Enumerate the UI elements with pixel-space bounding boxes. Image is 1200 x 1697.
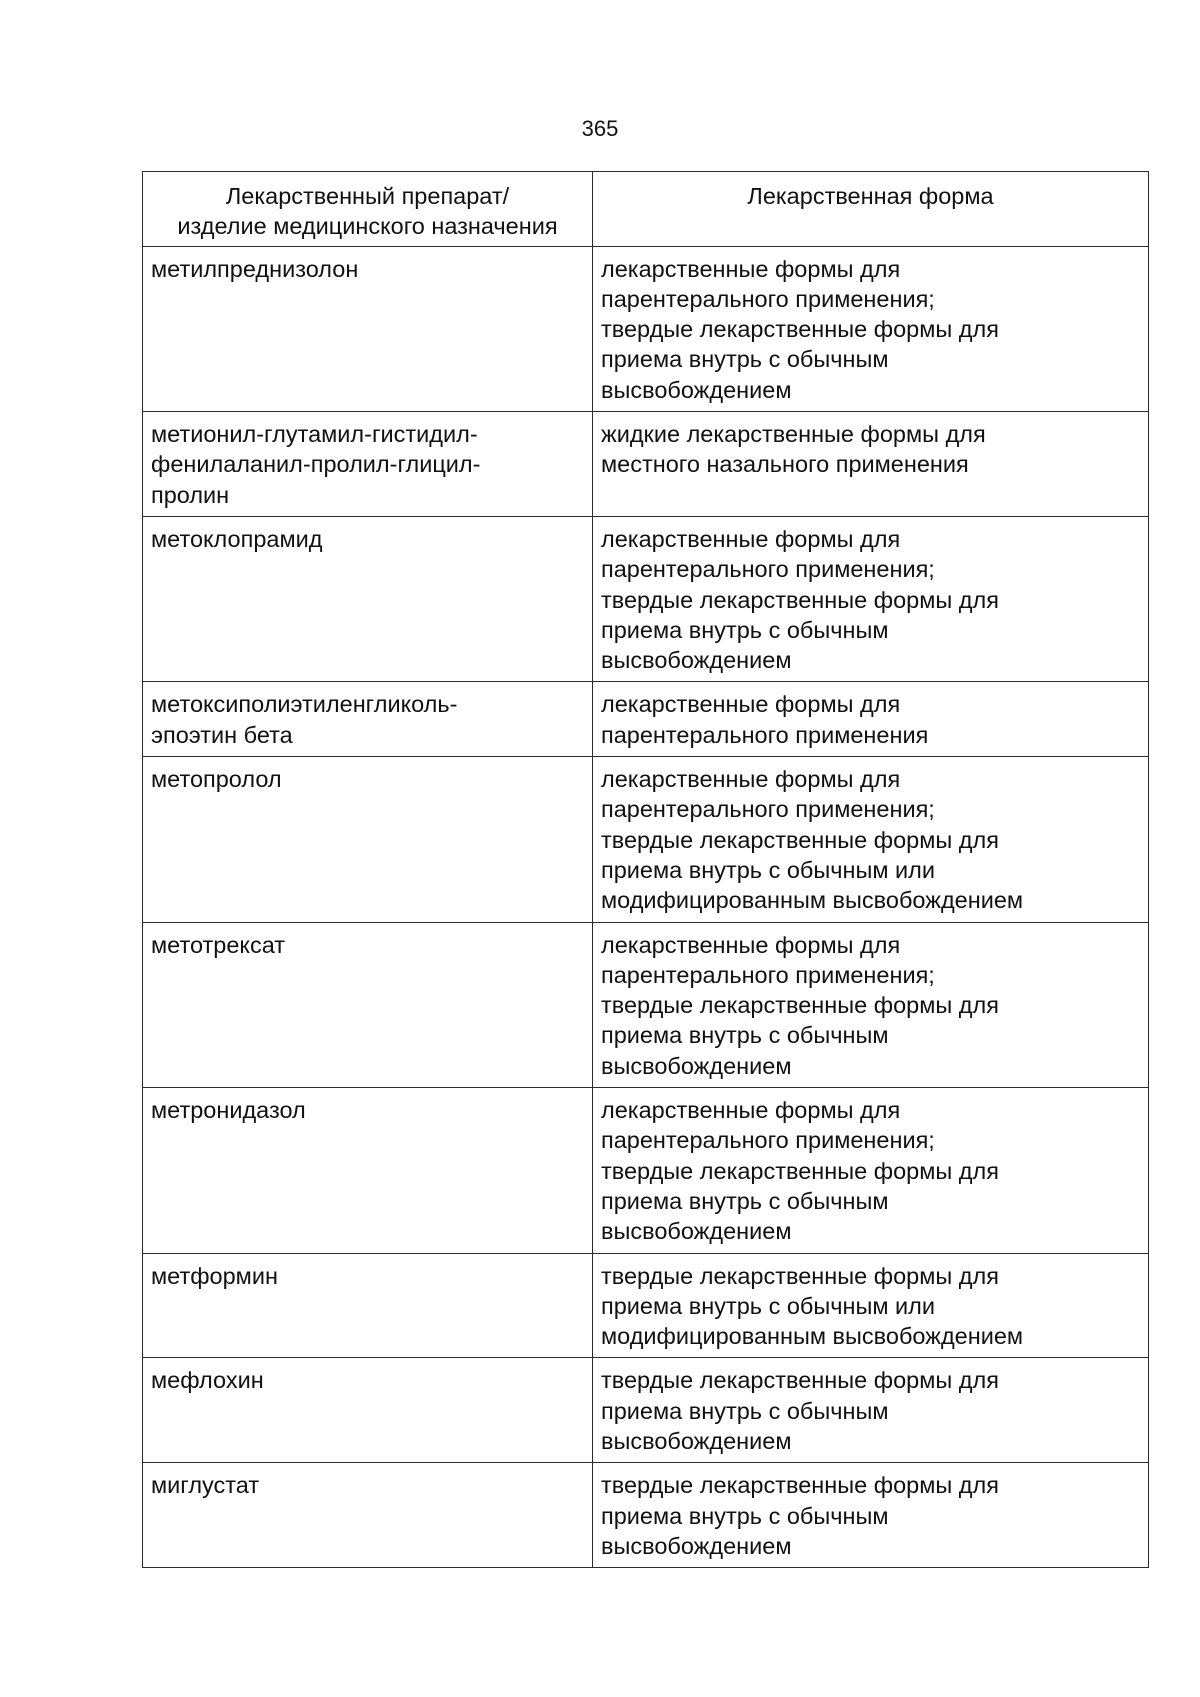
form-cell xyxy=(593,757,1149,922)
form-line: приема внутрь с обычным xyxy=(601,346,889,373)
drug-line: метформин xyxy=(151,1262,278,1289)
form-cell xyxy=(593,1463,1149,1568)
form-line: лекарственные формы для xyxy=(601,1097,901,1124)
form-cell xyxy=(593,682,1149,757)
drug-cell xyxy=(143,516,593,681)
form-line: приема внутрь с обычным xyxy=(601,1397,889,1424)
form-line: лекарственные формы для xyxy=(601,691,901,718)
form-line: парентерального применения; xyxy=(601,796,935,823)
form-line: модифицированным высвобождением xyxy=(601,887,1024,914)
drug-line: фенилаланил-пролил-глицил- xyxy=(151,451,481,478)
form-line: твердые лекарственные формы для xyxy=(601,1157,999,1184)
form-line: парентерального применения xyxy=(601,721,929,748)
form-line: приема внутрь с обычным xyxy=(601,1022,889,1049)
form-line: парентерального применения; xyxy=(601,285,935,312)
drug-line: метоксиполиэтиленгликоль- xyxy=(151,691,458,718)
drug-cell xyxy=(143,412,593,517)
table-row xyxy=(143,1253,1149,1358)
drug-line: миглустат xyxy=(151,1472,260,1499)
drug-cell xyxy=(143,1088,593,1253)
form-cell xyxy=(593,246,1149,411)
table-row xyxy=(143,682,1149,757)
form-cell xyxy=(593,516,1149,681)
form-line: местного назального применения xyxy=(601,451,969,478)
form-line: высвобождением xyxy=(601,376,792,403)
form-line: высвобождением xyxy=(601,1218,792,1245)
drug-line: метилпреднизолон xyxy=(151,255,359,282)
form-line: высвобождением xyxy=(601,1427,792,1454)
form-line: твердые лекарственные формы для xyxy=(601,826,999,853)
header-drug-line: Лекарственный препарат/ xyxy=(225,183,510,209)
form-line: твердые лекарственные формы для xyxy=(601,992,999,1019)
form-line: парентерального применения; xyxy=(601,961,935,988)
form-cell xyxy=(593,1358,1149,1463)
form-line: приема внутрь с обычным или xyxy=(601,856,936,883)
header-drug xyxy=(143,172,593,247)
table-row xyxy=(143,1463,1149,1568)
form-line: твердые лекарственные формы для xyxy=(601,586,999,613)
drug-table xyxy=(142,171,1149,1568)
form-line: приема внутрь с обычным xyxy=(601,1187,889,1214)
table-row xyxy=(143,757,1149,922)
drug-line: метоклопрамид xyxy=(151,525,323,552)
drug-line: метопролол xyxy=(151,766,282,793)
form-line: высвобождением xyxy=(601,1052,792,1079)
form-line: высвобождением xyxy=(601,647,792,674)
form-line: лекарственные формы для xyxy=(601,255,901,282)
drug-cell xyxy=(143,922,593,1087)
form-line: парентерального применения; xyxy=(601,1127,935,1154)
form-line: лекарственные формы для xyxy=(601,766,901,793)
form-cell xyxy=(593,1253,1149,1358)
header-form-line: Лекарственная форма xyxy=(747,183,994,209)
drug-cell xyxy=(143,682,593,757)
header-form xyxy=(593,172,1149,247)
drug-line: метионил-глутамил-гистидил- xyxy=(151,421,478,448)
form-line: лекарственные формы для xyxy=(601,931,901,958)
form-line: твердые лекарственные формы для xyxy=(601,1367,999,1394)
form-line: приема внутрь с обычным xyxy=(601,1502,889,1529)
form-line: твердые лекарственные формы для xyxy=(601,1472,999,1499)
table-header-row xyxy=(143,172,1149,247)
drug-line: эпоэтин бета xyxy=(151,721,293,748)
drug-cell xyxy=(143,1463,593,1568)
drug-line: метотрексат xyxy=(151,931,286,958)
form-line: твердые лекарственные формы для xyxy=(601,1262,999,1289)
drug-cell xyxy=(143,757,593,922)
drug-line: пролин xyxy=(151,481,230,508)
drug-line: метронидазол xyxy=(151,1097,306,1124)
drug-cell xyxy=(143,1358,593,1463)
form-line: лекарственные формы для xyxy=(601,525,901,552)
table-row xyxy=(143,922,1149,1087)
form-line: твердые лекарственные формы для xyxy=(601,316,999,343)
table-row xyxy=(143,1358,1149,1463)
drug-line: мефлохин xyxy=(151,1367,264,1394)
page-number: 365 xyxy=(581,116,619,141)
form-cell xyxy=(593,1088,1149,1253)
table-row xyxy=(143,246,1149,411)
form-line: высвобождением xyxy=(601,1532,792,1559)
form-line: жидкие лекарственные формы для xyxy=(601,421,986,448)
table-row xyxy=(143,516,1149,681)
form-line: модифицированным высвобождением xyxy=(601,1323,1024,1350)
table-row xyxy=(143,412,1149,517)
header-drug-line: изделие медицинского назначения xyxy=(177,213,558,240)
form-cell xyxy=(593,922,1149,1087)
form-line: приема внутрь с обычным xyxy=(601,616,889,643)
drug-cell xyxy=(143,1253,593,1358)
form-line: парентерального применения; xyxy=(601,556,935,583)
drug-cell xyxy=(143,246,593,411)
form-line: приема внутрь с обычным или xyxy=(601,1292,936,1319)
form-cell xyxy=(593,412,1149,517)
table-row xyxy=(143,1088,1149,1253)
